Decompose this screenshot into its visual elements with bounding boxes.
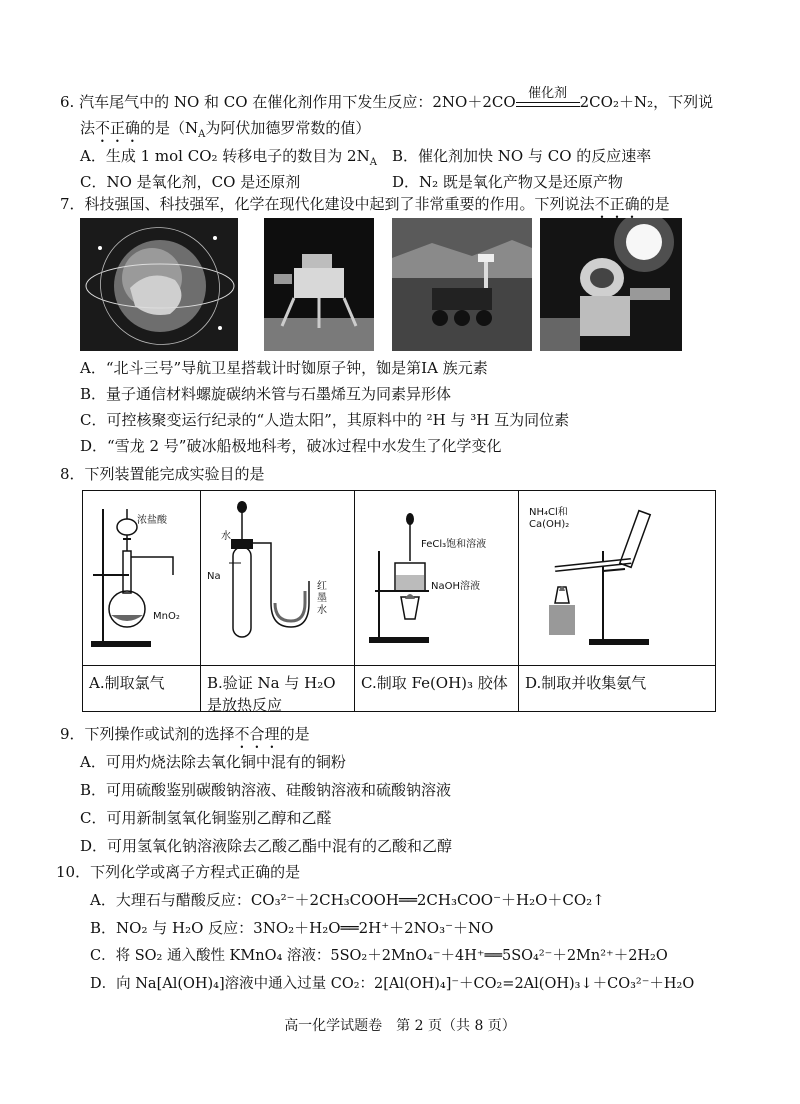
photo-mars-rover bbox=[392, 218, 532, 351]
q7-option-d: D．“雪龙 2 号”破冰船极地科考，破冰过程中水发生了化学变化 bbox=[80, 437, 502, 455]
label-nh4cl-caoh2: NH₄Cl和Ca(OH)₂ bbox=[529, 507, 570, 530]
q6-na-subscript: A bbox=[198, 129, 206, 140]
q6-option-c: C．NO 是氧化剂，CO 是还原剂 bbox=[80, 173, 301, 191]
caption-a: A.制取氯气 bbox=[83, 665, 201, 711]
label-fecl3: FeCl₃饱和溶液 bbox=[421, 539, 487, 550]
label-conc-hcl: 浓盐酸 bbox=[137, 515, 167, 526]
q6-emphasis: 不正确 bbox=[95, 119, 141, 137]
q9-option-a: A．可用灼烧法除去氧化铜中混有的铜粉 bbox=[80, 753, 346, 771]
q9-stem-pre: 9．下列操作或试剂的选择 bbox=[60, 725, 235, 743]
q6-option-b: B．催化剂加快 NO 与 CO 的反应速率 bbox=[392, 147, 652, 165]
q6-stem-post: 2CO₂＋N₂，下列说 bbox=[579, 93, 714, 111]
label-red-ink: 红墨水 bbox=[317, 581, 327, 616]
q9-stem bbox=[60, 724, 310, 752]
caption-c: C.制取 Fe(OH)₃ 胶体 bbox=[355, 665, 519, 711]
apparatus-a bbox=[83, 491, 201, 665]
q9-emphasis: 不合理 bbox=[234, 725, 280, 743]
q7-stem-post: 的是 bbox=[639, 195, 670, 213]
label-water: 水 bbox=[221, 531, 231, 542]
apparatus-c bbox=[355, 491, 519, 665]
q9-option-b: B．可用硫酸鉴别碳酸钠溶液、硅酸钠溶液和硫酸钠溶液 bbox=[80, 781, 452, 799]
q7-emphasis: 不正确 bbox=[594, 195, 640, 213]
q9-stem-post: 的是 bbox=[279, 725, 310, 743]
q6-option-a-text: A．生成 1 mol CO₂ 转移电子的数目为 2N bbox=[80, 147, 370, 165]
q10-option-a: A．大理石与醋酸反应：CO₃²⁻＋2CH₃COOH══2CH₃COO⁻＋H₂O＋CO₂↑ bbox=[90, 891, 605, 909]
apparatus-table bbox=[82, 490, 716, 712]
caption-d: D.制取并收集氨气 bbox=[519, 665, 715, 711]
q6-stem-line2 bbox=[80, 118, 370, 146]
q10-option-b: B．NO₂ 与 H₂O 反应：3NO₂＋H₂O══2H⁺＋2NO₃⁻＋NO bbox=[90, 919, 494, 937]
q10-option-c: C．将 SO₂ 通入酸性 KMnO₄ 溶液：5SO₂＋2MnO₄⁻＋4H⁺══5SO₄²⁻＋2Mn²⁺＋2H₂O bbox=[90, 948, 668, 964]
label-mno2: MnO₂ bbox=[153, 611, 180, 622]
q8-stem: 8．下列装置能完成实验目的是 bbox=[60, 465, 265, 483]
q6-stem-text2: 的是（N bbox=[140, 119, 199, 137]
photo-lunar-lander bbox=[264, 218, 374, 351]
q7-option-a: A．“北斗三号”导航卫星搭载计时铷原子钟，铷是第IA 族元素 bbox=[80, 359, 488, 377]
q6-option-a-sub: A bbox=[369, 157, 377, 168]
apparatus-b-drawing bbox=[201, 491, 353, 665]
q9-option-c: C．可用新制氢氧化铜鉴别乙醇和乙醛 bbox=[80, 809, 332, 827]
q7-option-b: B．量子通信材料螺旋碳纳米管与石墨烯互为同素异形体 bbox=[80, 385, 452, 403]
catalyst-arrow bbox=[516, 85, 580, 107]
q7-option-c: C．可控核聚变运行纪录的“人造太阳”，其原料中的 ²H 与 ³H 互为同位素 bbox=[80, 411, 570, 429]
q6-stem-pre: 6. 汽车尾气中的 NO 和 CO 在催化剂作用下发生反应：2NO＋2CO bbox=[60, 93, 516, 111]
page-footer: 高一化学试题卷 第 2 页（共 8 页） bbox=[284, 1018, 516, 1034]
label-naoh: NaOH溶液 bbox=[431, 581, 480, 592]
label-na: Na bbox=[207, 571, 221, 582]
q6-stem-line1 bbox=[60, 85, 714, 112]
caption-b: B.验证 Na 与 H₂O 是放热反应 bbox=[201, 665, 355, 711]
apparatus-b bbox=[201, 491, 355, 665]
q6-stem-tail: 为阿伏加德罗常数的值） bbox=[205, 119, 371, 137]
catalyst-label: 催化剂 bbox=[528, 85, 568, 101]
q7-stem-pre: 7．科技强国、科技强军，化学在现代化建设中起到了非常重要的作用。下列说法 bbox=[60, 195, 595, 213]
q10-option-d: D．向 Na[Al(OH)₄]溶液中通入过量 CO₂：2[Al(OH)₄]⁻＋CO₂=2Al(OH)₃↓＋CO₃²⁻＋H₂O bbox=[90, 976, 695, 992]
q10-stem: 10．下列化学或离子方程式正确的是 bbox=[56, 863, 301, 881]
photo-astronaut bbox=[540, 218, 682, 351]
q6-stem-text: 法 bbox=[80, 119, 96, 137]
apparatus-d bbox=[519, 491, 715, 665]
q9-option-d: D．可用氢氧化钠溶液除去乙酸乙酯中混有的乙酸和乙醇 bbox=[80, 837, 453, 855]
q6-option-d: D．N₂ 既是氧化产物又是还原产物 bbox=[392, 173, 623, 191]
q6-option-a bbox=[80, 146, 377, 173]
photo-satellite-earth bbox=[80, 218, 238, 351]
